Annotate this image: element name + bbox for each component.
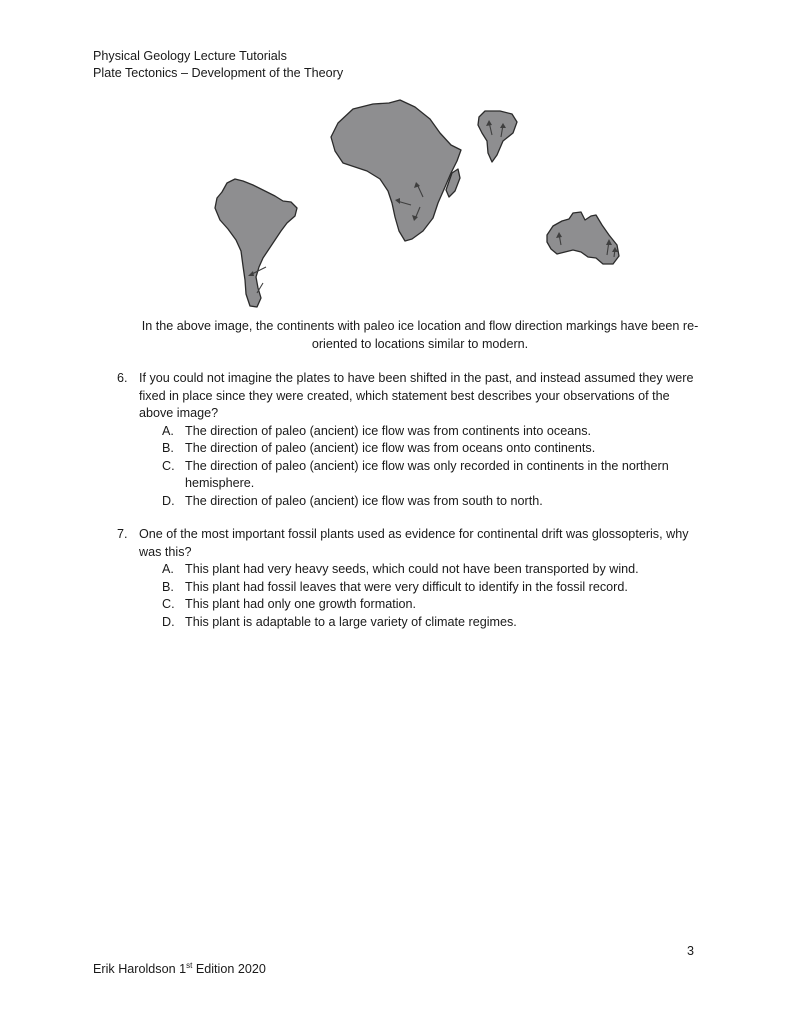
option-text: This plant had very heavy seeds, which could not have been transported by wind. xyxy=(185,562,639,576)
figure-caption: In the above image, the continents with paleo ice location and flow direction markings have been re-oriented to locations similar to modern. xyxy=(141,319,699,351)
header-course-title: Physical Geology Lecture Tutorials xyxy=(93,49,287,63)
option-text: This plant is adaptable to a large variety of climate regimes. xyxy=(185,614,517,629)
paleo-ice-map-figure xyxy=(205,95,635,310)
option-text: The direction of paleo (ancient) ice flow was from oceans onto continents. xyxy=(185,441,596,455)
question-stem: One of the most important fossil plants used as evidence for continental drift was glossopteris, why was this? xyxy=(139,527,689,559)
option-letter: D. xyxy=(162,493,175,508)
south-america-shape xyxy=(215,179,297,307)
option-letter: D. xyxy=(162,614,175,629)
answer-options xyxy=(162,561,707,631)
option-letter: C. xyxy=(162,458,175,473)
footer-superscript: st xyxy=(186,961,193,970)
question-7 xyxy=(117,526,707,631)
page-number: 3 xyxy=(687,944,695,958)
answer-option-b xyxy=(162,579,707,597)
question-6 xyxy=(117,370,707,510)
question-stem: If you could not imagine the plates to have been shifted in the past, and instead assumed they were fixed in place since they were created, which statement best describes your observations of the above image? xyxy=(139,371,694,420)
answer-option-a xyxy=(162,561,707,579)
footer-edition: Edition 2020 xyxy=(192,962,266,977)
answer-option-a xyxy=(162,423,707,441)
option-letter: B. xyxy=(162,441,174,455)
question-number: 6. xyxy=(117,371,128,385)
page-footer xyxy=(93,961,266,976)
page-header xyxy=(93,48,343,82)
australia-shape xyxy=(547,212,619,264)
option-text: This plant had only one growth formation. xyxy=(185,597,417,611)
option-text: The direction of paleo (ancient) ice flow was only recorded in continents in the northern hemisphere. xyxy=(185,458,669,490)
header-topic-title: Plate Tectonics – Development of the Theory xyxy=(93,66,344,80)
option-text: The direction of paleo (ancient) ice flow was from continents into oceans. xyxy=(185,423,592,438)
answer-option-d xyxy=(162,493,707,511)
answer-option-d xyxy=(162,614,707,632)
answer-option-c xyxy=(162,458,707,493)
continents-illustration xyxy=(205,95,635,310)
india-shape xyxy=(478,111,517,162)
africa-shape xyxy=(331,100,461,241)
question-number: 7. xyxy=(117,527,128,541)
answer-option-c xyxy=(162,596,707,614)
option-letter: A. xyxy=(162,562,174,576)
option-letter: B. xyxy=(162,579,174,594)
answer-option-b xyxy=(162,440,707,458)
footer-author: Erik Haroldson 1 xyxy=(93,962,187,977)
option-letter: A. xyxy=(162,423,174,438)
answer-options xyxy=(162,423,707,511)
option-text: The direction of paleo (ancient) ice flow was from south to north. xyxy=(185,493,543,508)
option-text: This plant had fossil leaves that were very difficult to identify in the fossil record. xyxy=(185,579,628,594)
option-letter: C. xyxy=(162,597,175,611)
